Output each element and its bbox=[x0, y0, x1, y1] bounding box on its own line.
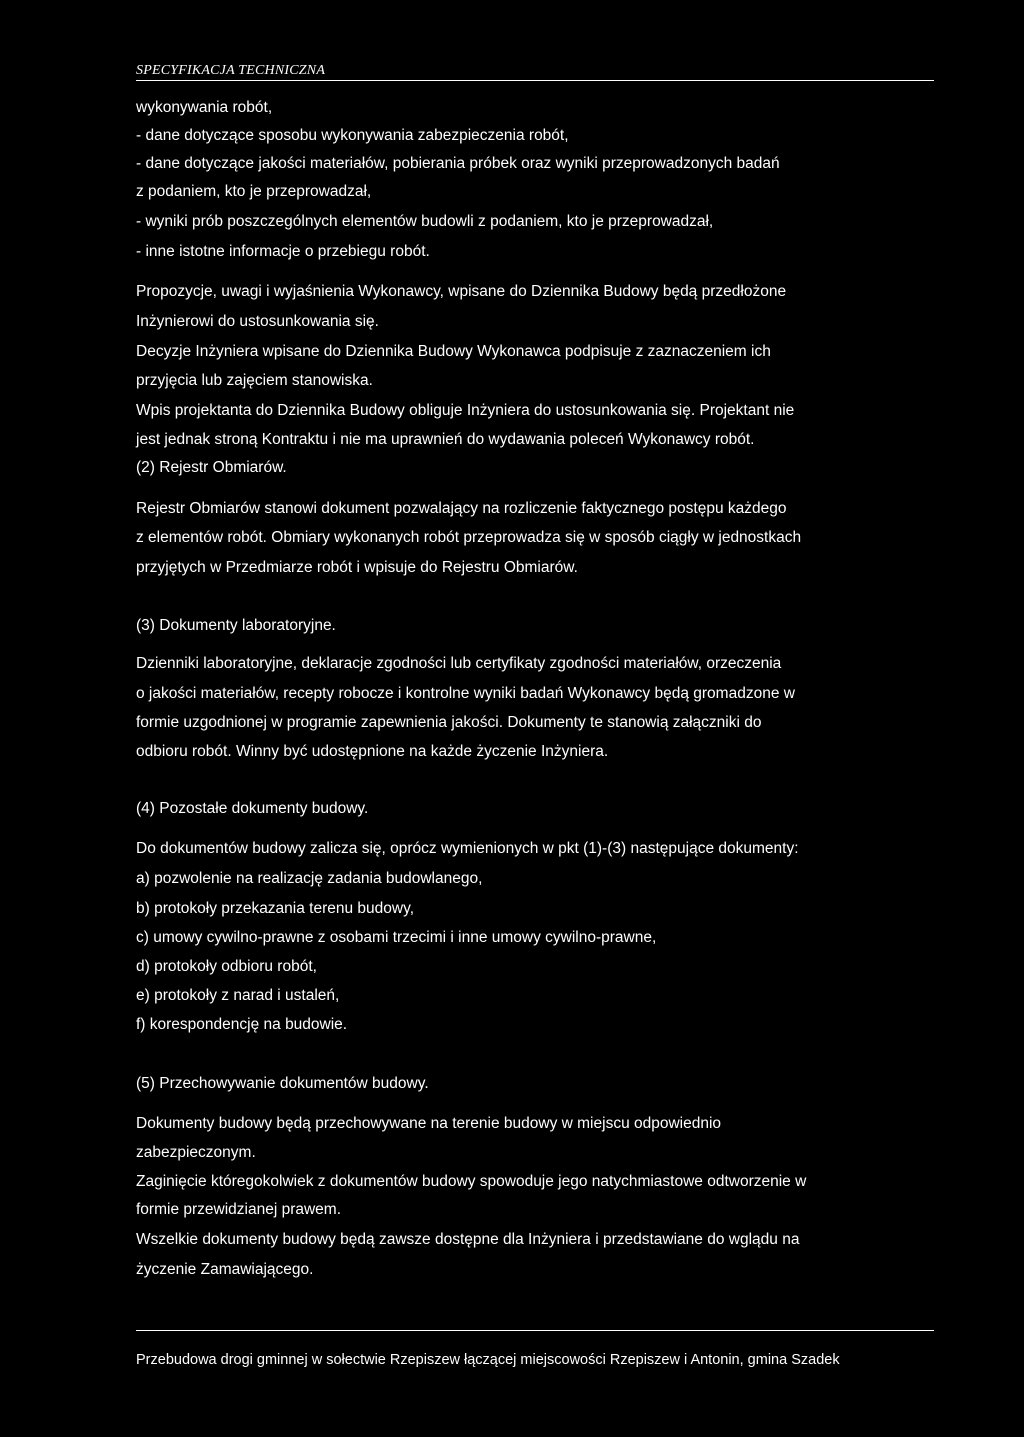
header-title: SPECYFIKACJA TECHNICZNA bbox=[136, 63, 326, 78]
list-item: d) protokoły odbioru robót, bbox=[136, 958, 317, 975]
section-heading: (4) Pozostałe dokumenty budowy. bbox=[136, 800, 369, 817]
body-line: - dane dotyczące jakości materiałów, pobierania próbek oraz wyniki przeprowadzonych badań bbox=[136, 155, 780, 172]
body-line: Dokumenty budowy będą przechowywane na terenie budowy w miejscu odpowiednio bbox=[136, 1115, 722, 1132]
section-heading: (3) Dokumenty laboratoryjne. bbox=[136, 617, 336, 634]
list-item: f) korespondencję na budowie. bbox=[136, 1016, 348, 1033]
body-line: Wpis projektanta do Dziennika Budowy obliguje Inżyniera do ustosunkowania się. Projektant nie bbox=[136, 402, 795, 419]
body-line: Decyzje Inżyniera wpisane do Dziennika Budowy Wykonawca podpisuje z zaznaczeniem ich bbox=[136, 343, 771, 360]
list-item: b) protokoły przekazania terenu budowy, bbox=[136, 900, 415, 917]
body-line: Zaginięcie któregokolwiek z dokumentów budowy spowoduje jego natychmiastowe odtworzenie w bbox=[136, 1173, 807, 1190]
body-line: Rejestr Obmiarów stanowi dokument pozwalający na rozliczenie faktycznego postępu każdego bbox=[136, 500, 787, 517]
body-line: życzenie Zamawiającego. bbox=[136, 1261, 314, 1278]
body-line: - wyniki prób poszczególnych elementów budowli z podaniem, kto je przeprowadzał, bbox=[136, 213, 714, 230]
body-line: zabezpieczonym. bbox=[136, 1144, 256, 1161]
section-heading: (2) Rejestr Obmiarów. bbox=[136, 459, 287, 476]
header-divider bbox=[136, 80, 934, 81]
body-line: Wszelkie dokumenty budowy będą zawsze dostępne dla Inżyniera i przedstawiane do wglądu na bbox=[136, 1231, 800, 1248]
body-line: odbioru robót. Winny być udostępnione na każde życzenie Inżyniera. bbox=[136, 743, 609, 760]
body-line: Inżynierowi do ustosunkowania się. bbox=[136, 313, 379, 330]
body-line: - inne istotne informacje o przebiegu robót. bbox=[136, 243, 430, 260]
body-line: Do dokumentów budowy zalicza się, oprócz wymienionych w pkt (1)-(3) następujące dokumenty: bbox=[136, 840, 799, 857]
body-line: z podaniem, kto je przeprowadzał, bbox=[136, 183, 372, 200]
footer-divider bbox=[136, 1330, 934, 1331]
body-line: przyjętych w Przedmiarze robót i wpisuje do Rejestru Obmiarów. bbox=[136, 559, 578, 576]
section-heading: (5) Przechowywanie dokumentów budowy. bbox=[136, 1075, 429, 1092]
body-line: wykonywania robót, bbox=[136, 99, 273, 116]
body-line: - dane dotyczące sposobu wykonywania zabezpieczenia robót, bbox=[136, 127, 569, 144]
body-line: formie przewidzianej prawem. bbox=[136, 1201, 342, 1218]
list-item: c) umowy cywilno-prawne z osobami trzecimi i inne umowy cywilno-prawne, bbox=[136, 929, 657, 946]
body-line: jest jednak stroną Kontraktu i nie ma uprawnień do wydawania poleceń Wykonawcy robót. bbox=[136, 431, 755, 448]
body-line: formie uzgodnionej w programie zapewnienia jakości. Dokumenty te stanowią załączniki do bbox=[136, 714, 762, 731]
body-line: z elementów robót. Obmiary wykonanych robót przeprowadza się w sposób ciągły w jednostkach bbox=[136, 529, 802, 546]
list-item: e) protokoły z narad i ustaleń, bbox=[136, 987, 340, 1004]
footer-text: Przebudowa drogi gminnej w sołectwie Rzepiszew łączącej miejscowości Rzepiszew i Antonin, gmina Szadek bbox=[136, 1352, 840, 1368]
body-line: o jakości materiałów, recepty robocze i kontrolne wyniki badań Wykonawcy będą gromadzone w bbox=[136, 685, 795, 702]
body-line: przyjęcia lub zajęciem stanowiska. bbox=[136, 372, 373, 389]
body-line: Propozycje, uwagi i wyjaśnienia Wykonawcy, wpisane do Dziennika Budowy będą przedłożone bbox=[136, 283, 787, 300]
list-item: a) pozwolenie na realizację zadania budowlanego, bbox=[136, 870, 483, 887]
body-line: Dzienniki laboratoryjne, deklaracje zgodności lub certyfikaty zgodności materiałów, orzeczenia bbox=[136, 655, 782, 672]
